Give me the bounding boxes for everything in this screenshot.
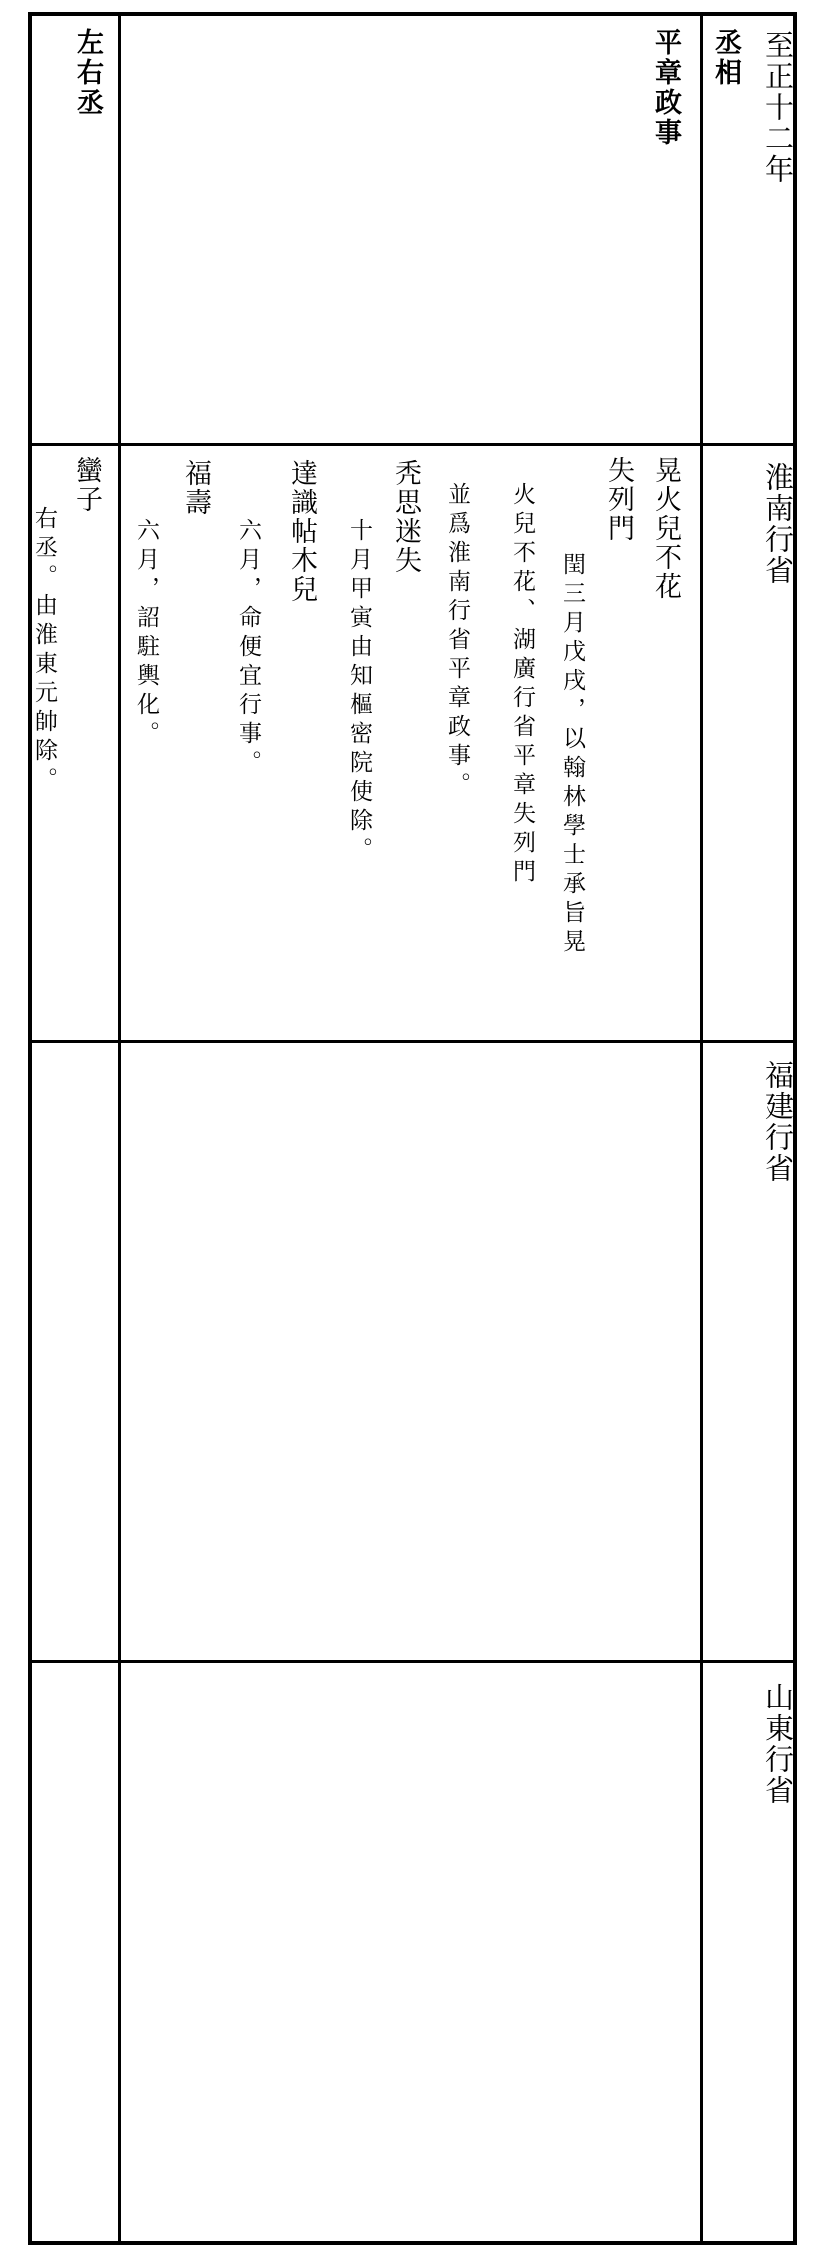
province-fujian: 福建行省 (761, 1060, 795, 1184)
official-note-manzi: 右丞。由淮東元帥除。 (31, 506, 57, 796)
official-note-2: 火兒不花、湖廣行省平章失列門 (509, 482, 535, 888)
official-note-tusimishi: 十月甲寅由知樞密院使除。 (346, 518, 372, 866)
table-frame (28, 12, 797, 2245)
official-note-3: 並爲淮南行省平章政事。 (444, 482, 470, 801)
province-huainan: 淮南行省 (761, 462, 795, 586)
official-name-tusimishi: 秃思迷失 (390, 459, 421, 575)
row-divider-huainan (28, 1040, 797, 1043)
year-heading: 至正十二年 (761, 30, 795, 185)
official-name-1: 晃火兒不花 (650, 456, 681, 601)
official-name-2: 失列門 (603, 456, 634, 543)
column-divider-year (700, 12, 703, 2245)
zuoyoucheng-heading: 左右丞 (72, 28, 103, 118)
official-note-dashi: 六月，命便宜行事。 (235, 518, 261, 779)
official-name-fushou: 福壽 (180, 459, 211, 517)
chengxiang-heading: 丞相 (710, 28, 741, 88)
pingzhang-heading: 平章政事 (650, 28, 681, 148)
official-name-dashi: 達識帖木兒 (286, 459, 317, 604)
row-divider-header (28, 443, 797, 446)
column-divider-zuoyou (118, 12, 121, 2245)
official-note-fushou: 六月，詔駐輿化。 (133, 518, 159, 750)
official-note-1: 閏三月戊戌，以翰林學士承旨晃 (559, 552, 585, 958)
row-divider-fujian (28, 1660, 797, 1663)
official-name-manzi: 蠻子 (71, 456, 102, 514)
province-shandong: 山東行省 (761, 1682, 795, 1806)
